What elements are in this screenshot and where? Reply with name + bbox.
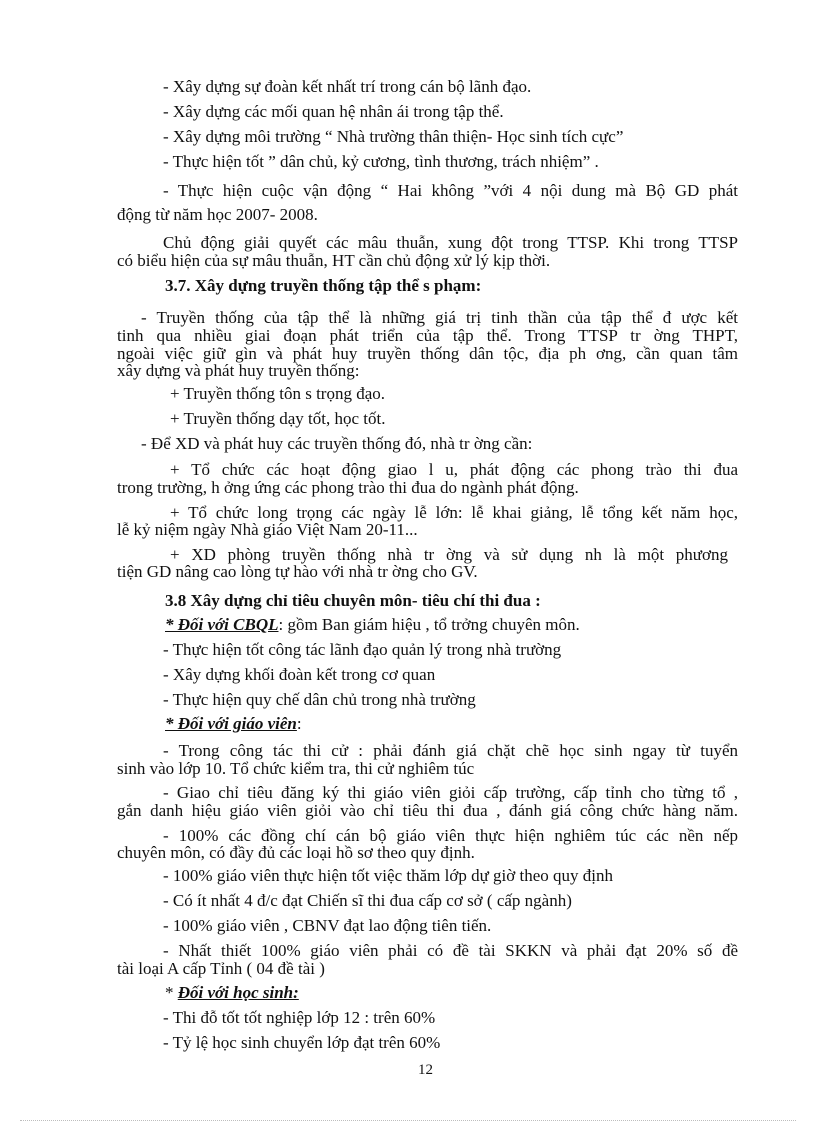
bullet-environment: - Xây dựng môi trường “ Nhà trường thân thiện- Học sinh tích cực” — [163, 127, 624, 146]
bullet-unity: - Xây dựng sự đoàn kết nhất trí trong cán bộ lãnh đạo. — [163, 77, 532, 96]
subheading-student-star: * — [165, 983, 178, 1002]
teacher-item-skkn: - Nhất thiết 100% giáo viên phải có đề tài SKKN và phải đạt 20% số đề — [163, 941, 738, 960]
paragraph-conflict: Chủ động giải quyết các mâu thuẫn, xung đột trong TTSP. Khi trong TTSP — [163, 233, 738, 252]
plus-item-exchange: + Tổ chức các hoạt động giao l u, phát động các phong trào thi đua — [170, 460, 738, 479]
subheading-cbql: * Đối với CBQL — [165, 615, 279, 634]
plus-item-respect-teacher: + Truyền thống tôn s trọng đạo. — [170, 384, 386, 403]
teacher-item-observation: - 100% giáo viên thực hiện tốt việc thăm lớp dự giờ theo quy định — [163, 866, 613, 885]
section-heading-3-8: 3.8 Xây dựng chỉ tiêu chuyên môn- tiêu chí thi đua : — [165, 591, 541, 610]
cbql-item-solidarity: - Xây dựng khối đoàn kết trong cơ quan — [163, 665, 436, 684]
teacher-item-discipline-cont: chuyên môn, có đầy đủ các loại hồ sơ theo quy định. — [117, 843, 475, 862]
subheading-student: Đối với học sinh: — [177, 983, 299, 1002]
plus-item-teach-learn: + Truyền thống dạy tốt, học tốt. — [170, 409, 386, 428]
bullet-relations: - Xây dựng các mối quan hệ nhân ái trong tập thể. — [163, 102, 504, 121]
subheading-student-row — [165, 983, 299, 1003]
bullet-campaign-cont: động từ năm học 2007- 2008. — [117, 205, 318, 224]
teacher-item-competition: - Giao chỉ tiêu đăng ký thi giáo viên giỏi cấp trường, cấp tỉnh cho từng tổ , — [163, 783, 738, 802]
page-number: 12 — [418, 1062, 433, 1078]
subheading-cbql-row — [165, 615, 580, 635]
teacher-item-exams-cont: sinh vào lớp 10. Tổ chức kiểm tra, thi cử nghiêm túc — [117, 759, 475, 778]
paragraph-tradition-cont-3: xây dựng và phát huy truyền thống: — [117, 361, 360, 380]
subheading-teacher-colon: : — [296, 714, 302, 733]
teacher-item-skkn-cont: tài loại A cấp Tỉnh ( 04 đề tài ) — [117, 959, 325, 978]
paragraph-tradition: - Truyền thống của tập thể là những giá trị tinh thần của tập thể đ ược kết — [141, 308, 738, 327]
teacher-item-discipline: - 100% các đồng chí cán bộ giáo viên thực hiện nghiêm túc các nền nếp — [163, 826, 738, 845]
plus-item-ceremonies-cont: lễ kỷ niệm ngày Nhà giáo Việt Nam 20-11... — [117, 520, 418, 539]
bullet-campaign: - Thực hiện cuộc vận động “ Hai không ”với 4 nội dung mà Bộ GD phát — [163, 181, 738, 200]
bullet-school-needs: - Để XD và phát huy các truyền thống đó, nhà tr ờng cần: — [141, 434, 533, 453]
page-bottom-rule — [20, 1120, 796, 1121]
paragraph-tradition-cont-1: tinh qua nhiều giai đoạn phát triển của tập thể. Trong TTSP tr ờng THPT, — [117, 326, 738, 345]
plus-item-ceremonies: + Tổ chức long trọng các ngày lễ lớn: lễ khai giảng, lễ tổng kết năm học, — [170, 503, 738, 522]
subheading-teacher-row — [165, 714, 302, 734]
teacher-item-exams: - Trong công tác thi cử : phải đánh giá chặt chẽ học sinh ngay từ tuyển — [163, 741, 738, 760]
plus-item-tradition-room-cont: tiện GD nâng cao lòng tự hào với nhà tr ờng cho GV. — [117, 562, 478, 581]
teacher-item-competition-cont: gắn danh hiệu giáo viên giỏi vào chỉ tiêu thi đua , đánh giá công chức hàng năm. — [117, 801, 738, 820]
plus-item-tradition-room: + XD phòng truyền thống nhà tr ờng và sử dụng nh là một phương — [170, 545, 728, 564]
teacher-item-advanced-labor: - 100% giáo viên , CBNV đạt lao động tiên tiến. — [163, 916, 492, 935]
student-item-graduation: - Thi đỗ tốt tốt nghiệp lớp 12 : trên 60% — [163, 1008, 436, 1027]
plus-item-exchange-cont: trong trường, h ởng ứng các phong trào thi đua do ngành phát động. — [117, 478, 579, 497]
cbql-item-democracy: - Thực hiện quy chế dân chủ trong nhà trường — [163, 690, 476, 709]
bullet-democracy: - Thực hiện tốt ” dân chủ, kỷ cương, tình thương, trách nhiệm” . — [163, 152, 599, 171]
teacher-item-emulation: - Có ít nhất 4 đ/c đạt Chiến sĩ thi đua cấp cơ sở ( cấp ngành) — [163, 891, 572, 910]
student-item-promotion: - Tỷ lệ học sinh chuyển lớp đạt trên 60% — [163, 1033, 441, 1052]
paragraph-tradition-cont-2: ngoài việc giữ gìn và phát huy truyền thống dân tộc, địa ph ơng, cần quan tâm — [117, 344, 738, 363]
cbql-description: : gồm Ban giám hiệu , tổ trởng chuyên môn. — [278, 615, 580, 634]
section-heading-3-7: 3.7. Xây dựng truyền thống tập thể s phạm: — [165, 276, 482, 295]
subheading-teacher: * Đối với giáo viên — [165, 714, 297, 733]
paragraph-conflict-cont: có biểu hiện của sự mâu thuẫn, HT cần chủ động xử lý kịp thời. — [117, 251, 551, 270]
cbql-item-leadership: - Thực hiện tốt công tác lãnh đạo quản lý trong nhà trường — [163, 640, 562, 659]
